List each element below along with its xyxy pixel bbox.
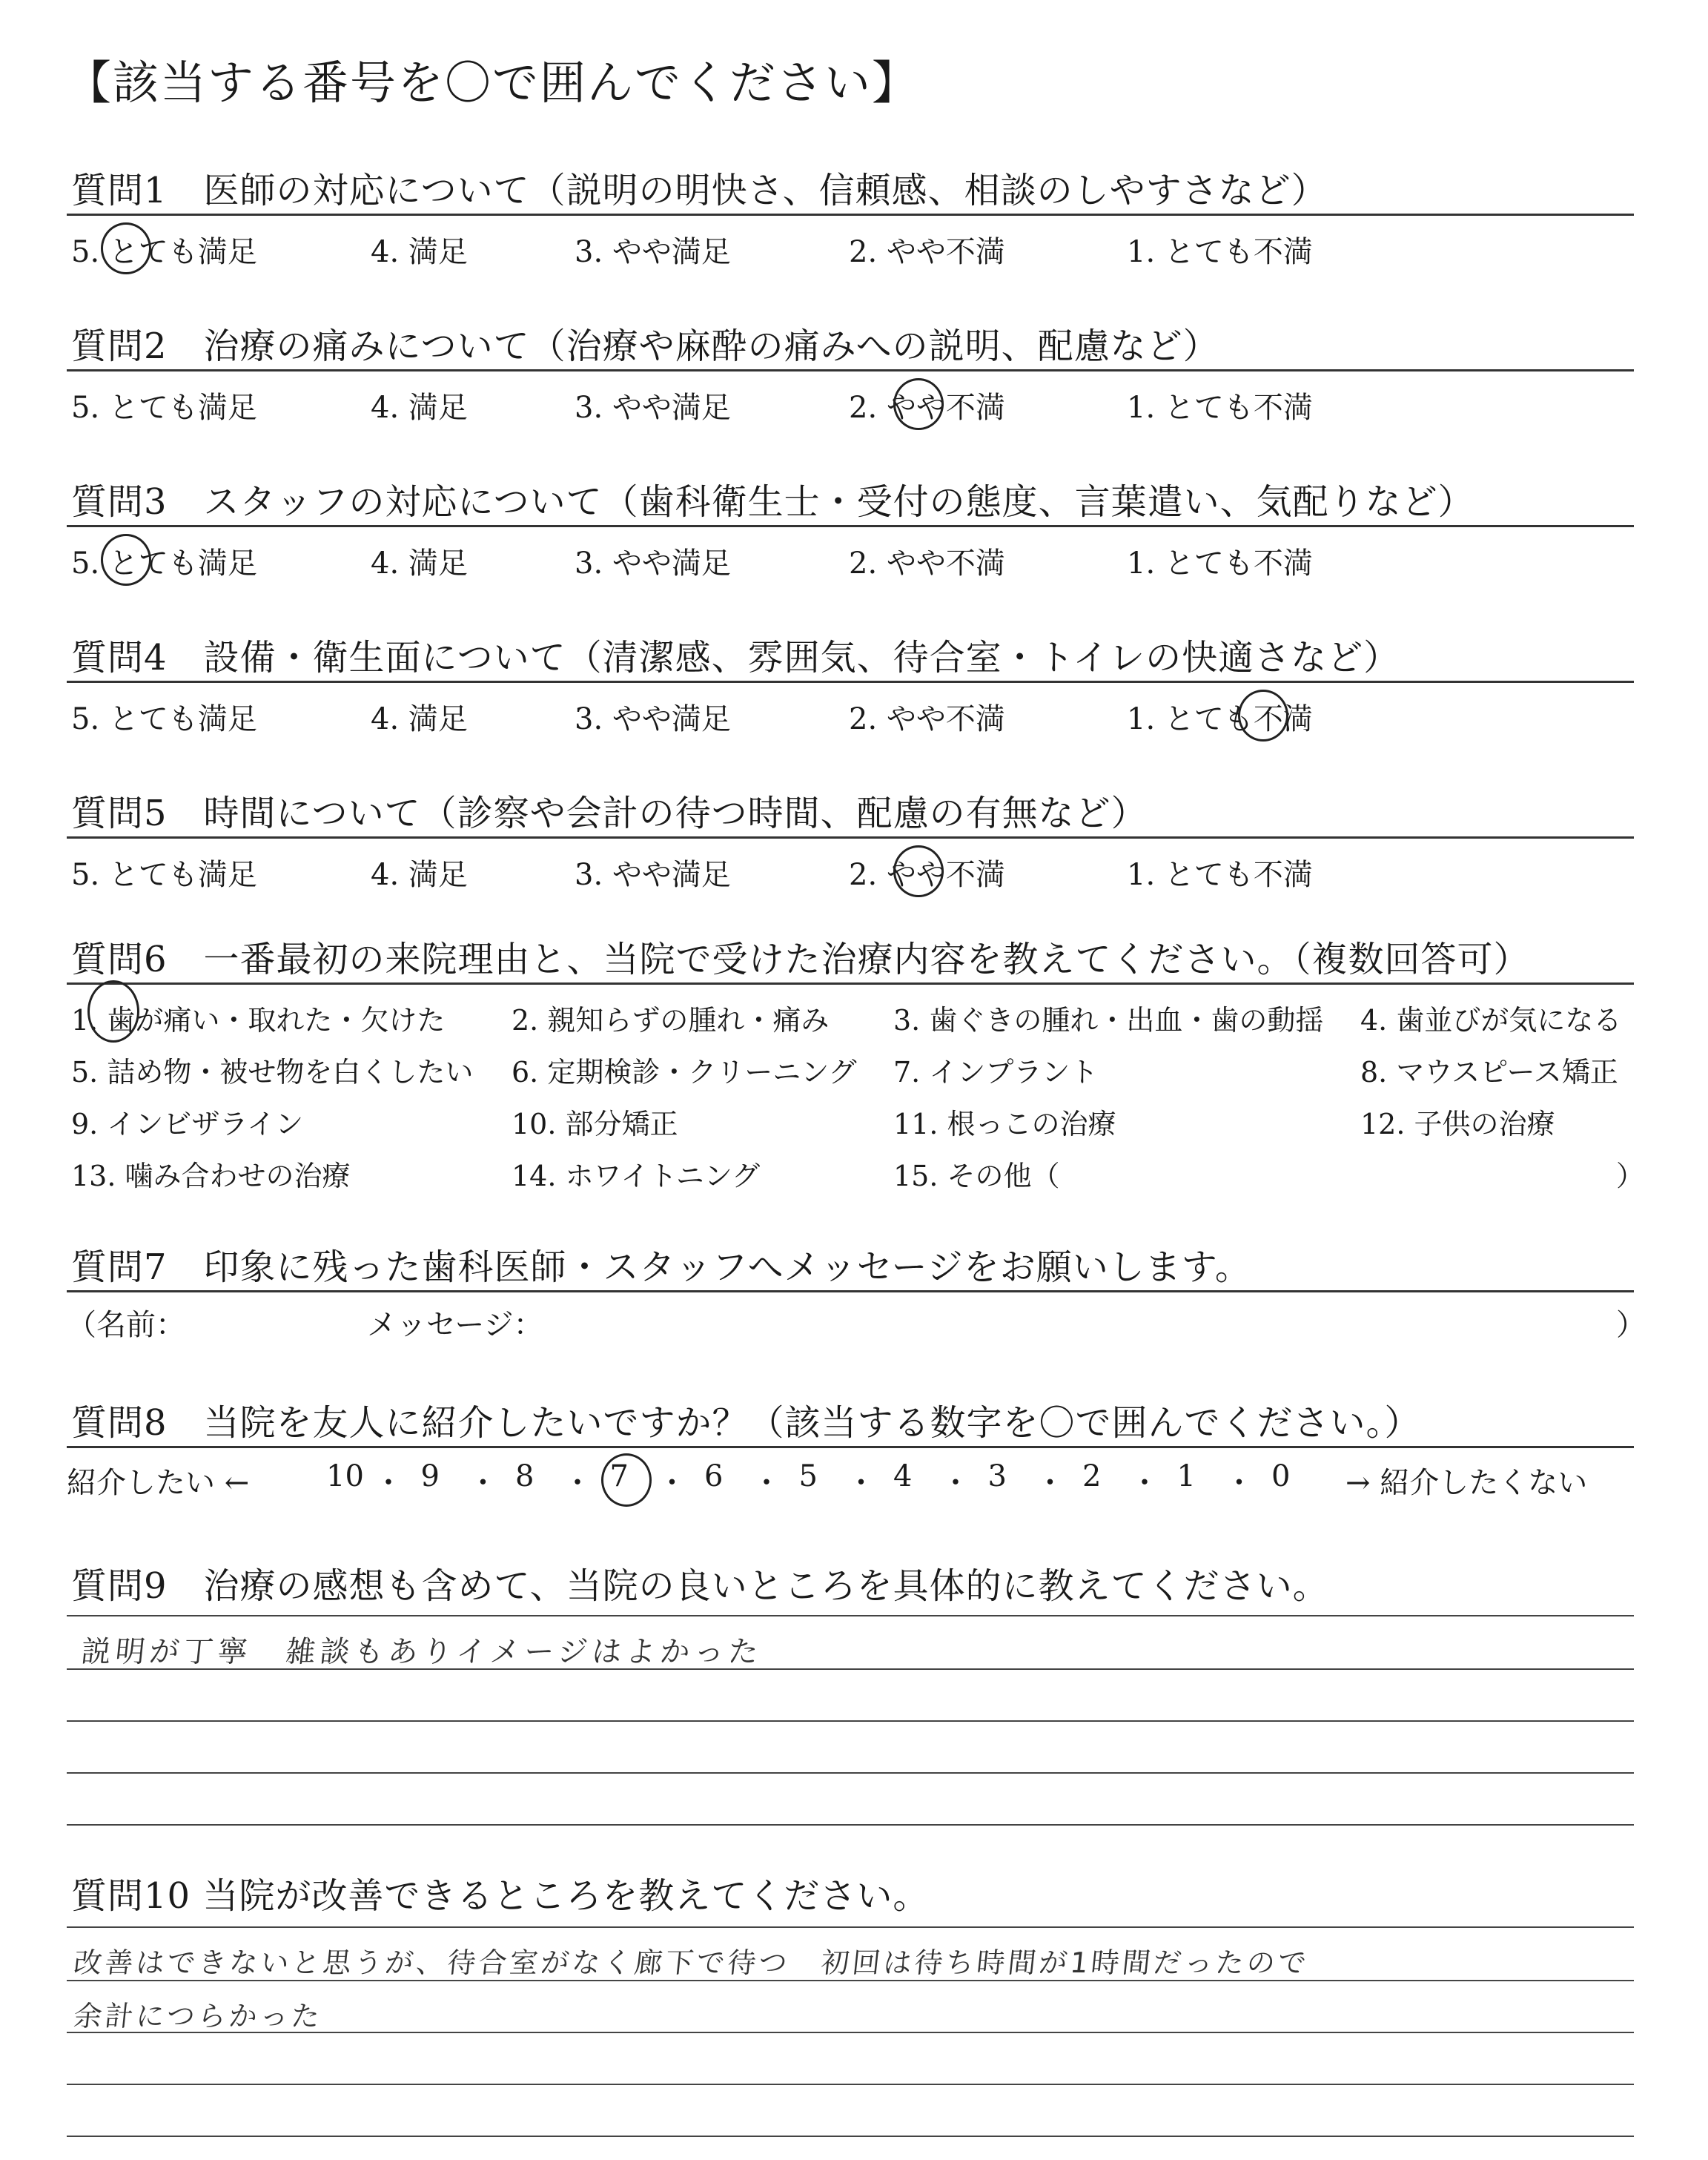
q6-title: 質問6 一番最初の来院理由と、当院で受けた治療内容を教えてください。（複数回答可）	[71, 939, 1530, 980]
q8-rule	[67, 1446, 1634, 1448]
q7-name-label: （名前：	[67, 1308, 185, 1342]
q8-separator: ・	[941, 1466, 970, 1500]
q9-line-4	[67, 1772, 1634, 1774]
q5-option-4[interactable]: 4. 満足	[371, 858, 468, 892]
q8-separator: ・	[1035, 1466, 1065, 1500]
q5-option-3[interactable]: 3. やや満足	[575, 858, 731, 892]
q1-rule	[67, 214, 1634, 216]
q8-number-1[interactable]: 1	[1176, 1459, 1196, 1493]
q9-line-1	[67, 1615, 1634, 1616]
q8-number-5[interactable]: 5	[798, 1459, 818, 1493]
q1-option-1[interactable]: 1. とても不満	[1127, 235, 1313, 269]
q8-number-0[interactable]: 0	[1271, 1459, 1291, 1493]
q8-left-label: 紹介したい ←	[67, 1466, 250, 1500]
q6-option-15[interactable]: 15. その他（	[893, 1160, 1060, 1192]
q8-number-6[interactable]: 6	[704, 1459, 724, 1493]
q8-separator: ・	[1130, 1466, 1159, 1500]
q8-separator: ・	[846, 1466, 876, 1500]
q3-option-5[interactable]: 5. とても満足	[71, 546, 257, 581]
q5-rule	[67, 836, 1634, 839]
q8-number-10[interactable]: 10	[326, 1459, 364, 1493]
q6-option-16: ）	[1616, 1160, 1645, 1192]
q6-option-6[interactable]: 6. 定期検診・クリーニング	[512, 1056, 857, 1089]
q8-title: 質問8 当院を友人に紹介したいですか？（該当する数字を〇で囲んでください。）	[71, 1402, 1421, 1444]
q5-option-2[interactable]: 2. やや不満	[849, 858, 1005, 892]
q10-line-5	[67, 2136, 1634, 2137]
q3-title: 質問3 スタッフの対応について（歯科衛生士・受付の態度、言葉遣い、気配りなど）	[71, 481, 1474, 523]
q2-option-5[interactable]: 5. とても満足	[71, 391, 257, 425]
q6-option-12[interactable]: 12. 子供の治療	[1360, 1108, 1555, 1140]
q6-option-9[interactable]: 9. インビザライン	[71, 1108, 304, 1140]
q1-selection-mark	[101, 222, 151, 274]
q7-close-paren: ）	[1616, 1308, 1646, 1342]
q5-title: 質問5 時間について（診察や会計の待つ時間、配慮の有無など）	[71, 793, 1148, 834]
q3-rule	[67, 525, 1634, 527]
q1-title: 質問1 医師の対応について（説明の明快さ、信頼感、相談のしやすさなど）	[71, 170, 1328, 211]
q8-number-3[interactable]: 3	[987, 1459, 1007, 1493]
q8-separator: ・	[374, 1466, 403, 1500]
q6-option-5[interactable]: 5. 詰め物・被せ物を白くしたい	[71, 1056, 474, 1089]
q10-line-4	[67, 2084, 1634, 2085]
q2-selection-mark	[893, 378, 944, 430]
q2-title: 質問2 治療の痛みについて（治療や麻酔の痛みへの説明、配慮など）	[71, 326, 1219, 367]
q10-answer-line-2: 余計につらかった	[72, 2000, 325, 2032]
q6-option-10[interactable]: 10. 部分矯正	[512, 1108, 678, 1140]
q2-option-4[interactable]: 4. 満足	[371, 391, 468, 425]
q7-title: 質問7 印象に残った歯科医師・スタッフへメッセージをお願いします。	[71, 1246, 1251, 1288]
q6-option-4[interactable]: 4. 歯並びが気になる	[1360, 1004, 1622, 1037]
q6-option-7[interactable]: 7. インプラント	[893, 1056, 1099, 1089]
q6-option-14[interactable]: 14. ホワイトニング	[512, 1160, 761, 1192]
q9-line-3	[67, 1720, 1634, 1722]
q9-line-5	[67, 1824, 1634, 1826]
q8-separator: ・	[468, 1466, 498, 1500]
q8-number-8[interactable]: 8	[515, 1459, 534, 1493]
q1-option-5[interactable]: 5. とても満足	[71, 235, 257, 269]
q4-title: 質問4 設備・衛生面について（清潔感、雰囲気、待合室・トイレの快適さなど）	[71, 637, 1400, 678]
q4-option-4[interactable]: 4. 満足	[371, 702, 468, 736]
q8-number-7[interactable]: 7	[609, 1459, 629, 1493]
q8-right-label: → 紹介したくない	[1345, 1466, 1588, 1500]
q1-option-3[interactable]: 3. やや満足	[575, 235, 731, 269]
q4-option-5[interactable]: 5. とても満足	[71, 702, 257, 736]
q2-rule	[67, 369, 1634, 371]
q3-option-1[interactable]: 1. とても不満	[1127, 546, 1313, 581]
q4-selection-mark	[1238, 690, 1288, 742]
q9-title: 質問9 治療の感想も含めて、当院の良いところを具体的に教えてください。	[71, 1565, 1329, 1607]
q10-line-1	[67, 1926, 1634, 1928]
q10-title: 質問10 当院が改善できるところを教えてください。	[71, 1875, 930, 1917]
q5-option-5[interactable]: 5. とても満足	[71, 858, 257, 892]
q8-number-4[interactable]: 4	[893, 1459, 913, 1493]
survey-instruction-header: 【該当する番号を〇で囲んでください】	[65, 56, 920, 110]
q3-option-2[interactable]: 2. やや不満	[849, 546, 1005, 581]
q6-option-3[interactable]: 3. 歯ぐきの腫れ・出血・歯の動揺	[893, 1004, 1324, 1037]
q5-selection-mark	[893, 845, 944, 897]
q6-option-8[interactable]: 8. マウスピース矯正	[1360, 1056, 1618, 1089]
q8-separator: ・	[563, 1466, 592, 1500]
q8-number-2[interactable]: 2	[1082, 1459, 1102, 1493]
q4-option-2[interactable]: 2. やや不満	[849, 702, 1005, 736]
q6-rule	[67, 982, 1634, 985]
q6-selection-mark	[87, 980, 139, 1043]
q5-option-1[interactable]: 1. とても不満	[1127, 858, 1313, 892]
q1-option-2[interactable]: 2. やや不満	[849, 235, 1005, 269]
q4-rule	[67, 681, 1634, 683]
q6-option-11[interactable]: 11. 根っこの治療	[893, 1108, 1116, 1140]
q6-option-2[interactable]: 2. 親知らずの腫れ・痛み	[512, 1004, 830, 1037]
q2-option-3[interactable]: 3. やや満足	[575, 391, 731, 425]
q4-option-3[interactable]: 3. やや満足	[575, 702, 731, 736]
q7-message-label: メッセージ：	[367, 1308, 543, 1342]
q8-separator: ・	[752, 1466, 781, 1500]
q8-separator: ・	[657, 1466, 687, 1500]
q2-option-2[interactable]: 2. やや不満	[849, 391, 1005, 425]
q8-separator: ・	[1224, 1466, 1254, 1500]
q1-option-4[interactable]: 4. 満足	[371, 235, 468, 269]
q6-option-13[interactable]: 13. 噛み合わせの治療	[71, 1160, 351, 1192]
q3-selection-mark	[101, 534, 151, 586]
q9-answer-line-1: 説明が丁寧 雑談もありイメージはよかった	[79, 1635, 764, 1669]
q8-selection-mark	[601, 1453, 652, 1507]
q3-option-3[interactable]: 3. やや満足	[575, 546, 731, 581]
q3-option-4[interactable]: 4. 満足	[371, 546, 468, 581]
q7-rule	[67, 1290, 1634, 1292]
q6-option-1[interactable]: 1. 歯が痛い・取れた・欠けた	[71, 1004, 446, 1037]
q2-option-1[interactable]: 1. とても不満	[1127, 391, 1313, 425]
q8-number-9[interactable]: 9	[420, 1459, 440, 1493]
q4-option-1[interactable]: 1. とても不満	[1127, 702, 1313, 736]
q10-answer-line-1: 改善はできないと思うが、待合室がなく廊下で待つ 初回は待ち時間が1時間だったので	[72, 1946, 1311, 1979]
